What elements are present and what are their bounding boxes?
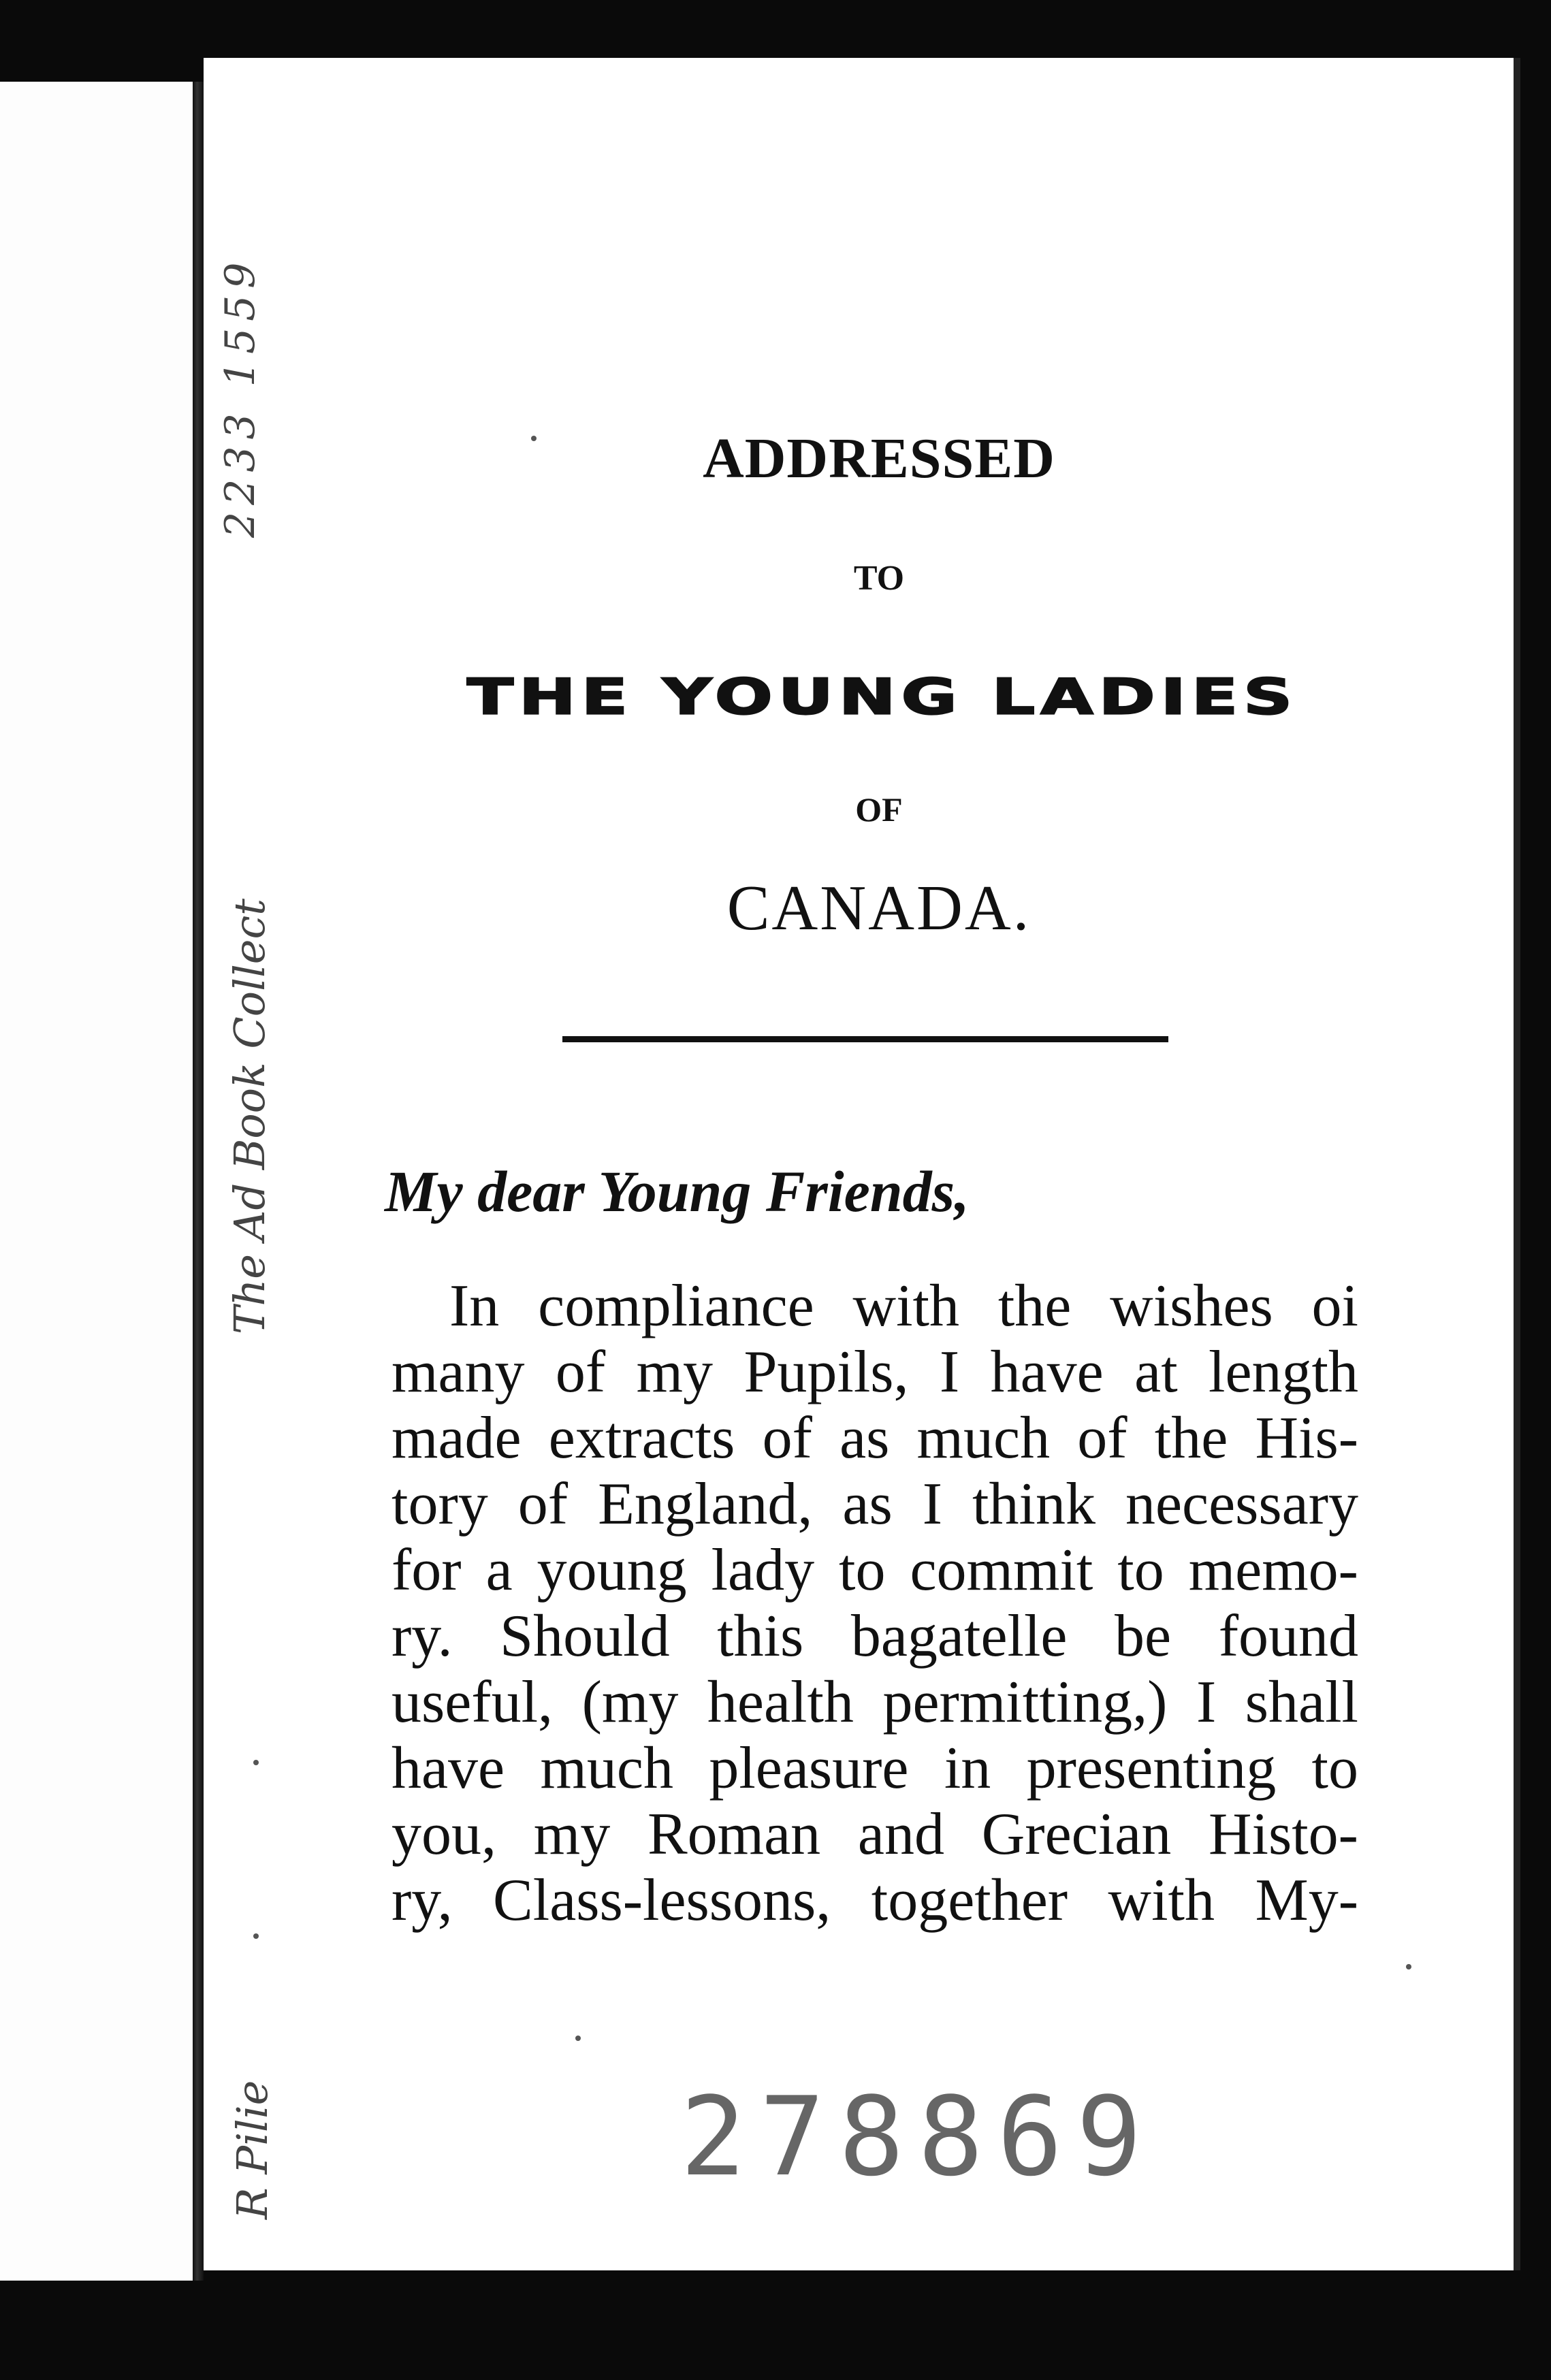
heading-addressed: ADDRESSED — [703, 427, 1055, 490]
body-line: ry, Class-lessons, together with My- — [391, 1867, 1358, 1933]
body-line: useful, (my health permitting,) I shall — [391, 1669, 1358, 1735]
page-edge — [1514, 58, 1520, 2270]
margin-note-call-number: 2233 1559 — [217, 255, 264, 538]
margin-note-collection: The Ad Book Collect — [225, 898, 274, 1334]
paper-speck — [253, 1933, 259, 1939]
salutation: My dear Young Friends, — [385, 1159, 970, 1224]
body-line: many of my Pupils, I have at length — [391, 1339, 1358, 1405]
body-line: for a young lady to commit to memo- — [391, 1537, 1358, 1603]
body-line: have much pleasure in presenting to — [391, 1735, 1358, 1801]
horizontal-rule — [562, 1036, 1168, 1042]
paper-speck — [575, 2036, 581, 2041]
body-line: tory of England, as I think necessary — [391, 1471, 1358, 1537]
book-gutter — [193, 82, 204, 2281]
heading-to: TO — [853, 559, 905, 598]
body-line: you, my Roman and Grecian Histo- — [391, 1801, 1358, 1867]
body-paragraph — [391, 1273, 1358, 1933]
body-line: In compliance with the wishes oi — [449, 1273, 1358, 1339]
heading-of: OF — [855, 790, 903, 829]
paper-speck — [531, 436, 537, 441]
left-facing-page — [0, 82, 197, 2281]
body-line: ry. Should this bagatelle be found — [391, 1603, 1358, 1669]
body-line: made extracts of as much of the His- — [391, 1405, 1358, 1471]
paper-speck — [1406, 1964, 1411, 1969]
heading-canada: CANADA. — [726, 873, 1032, 944]
paper-speck — [253, 1760, 259, 1765]
heading-young-ladies: THE YOUNG LADIES — [466, 668, 1298, 726]
accession-number-stamp: 278869 — [680, 2073, 1155, 2200]
margin-note-signature: R Pilie — [227, 2080, 277, 2219]
